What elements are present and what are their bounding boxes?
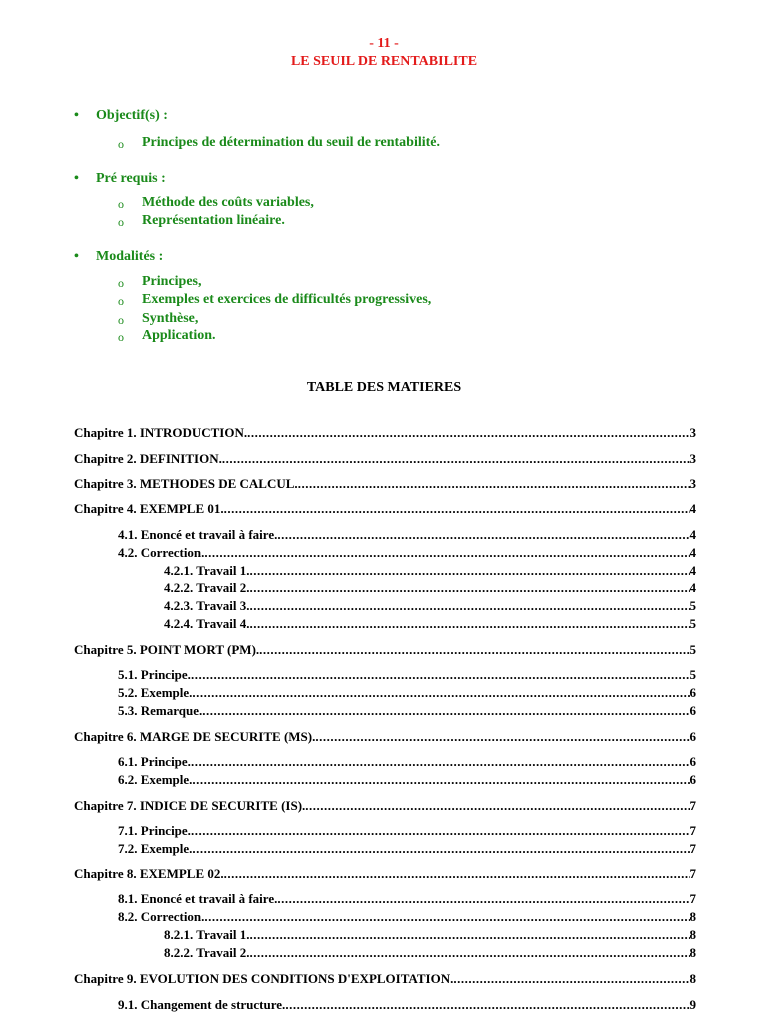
- sub-bullet: o: [118, 215, 124, 229]
- toc-leader: [204, 909, 689, 925]
- toc-heading: TABLE DES MATIERES: [306, 380, 462, 395]
- toc-entry[interactable]: [74, 971, 696, 989]
- toc-leader: [277, 891, 689, 907]
- toc-leader: [204, 545, 689, 561]
- toc-entry-label: Chapitre 1. INTRODUCTION.: [74, 425, 248, 440]
- toc-leader: [249, 598, 689, 614]
- toc-leader: [249, 616, 689, 632]
- toc-entry-page: 8: [689, 909, 696, 924]
- toc-entry-page: 3: [689, 476, 696, 491]
- toc-entry-label: 4.2.1. Travail 1.: [164, 563, 250, 578]
- toc-entry-label: 8.2. Correction.: [118, 909, 205, 924]
- toc-entry-page: 5: [689, 598, 696, 613]
- toc-leader: [259, 642, 689, 658]
- toc-entry[interactable]: [118, 545, 696, 563]
- modalite-item: Principes,: [142, 274, 202, 289]
- toc-entry-page: 8: [689, 927, 696, 942]
- toc-entry[interactable]: [74, 798, 696, 816]
- toc-entry-label: 8.1. Enoncé et travail à faire.: [118, 891, 278, 906]
- sub-bullet: o: [118, 294, 124, 308]
- toc-entry[interactable]: [74, 866, 696, 884]
- toc-entry[interactable]: [164, 945, 696, 963]
- toc-entry[interactable]: [74, 451, 696, 469]
- toc-entry[interactable]: [118, 754, 696, 772]
- toc-entry-page: 4: [689, 545, 696, 560]
- toc-leader: [191, 667, 690, 683]
- toc-leader: [298, 476, 690, 492]
- toc-entry-label: 5.3. Remarque.: [118, 703, 203, 718]
- toc-entry-page: 7: [689, 891, 696, 906]
- toc-entry-label: 4.2.4. Travail 4.: [164, 616, 250, 631]
- modalite-item: Application.: [142, 328, 216, 343]
- toc-entry-label: 4.2.3. Travail 3.: [164, 598, 250, 613]
- document-title: LE SEUIL DE RENTABILITE: [290, 54, 478, 69]
- toc-entry-label: 6.1. Principe.: [118, 754, 191, 769]
- toc-entry-page: 6: [689, 729, 696, 744]
- toc-entry-page: 5: [689, 667, 696, 682]
- toc-entry[interactable]: [164, 580, 696, 598]
- toc-entry[interactable]: [74, 642, 696, 660]
- prerequis-item: Méthode des coûts variables,: [142, 195, 314, 210]
- sub-bullet: o: [118, 137, 124, 151]
- sub-bullet: o: [118, 197, 124, 211]
- toc-entry-label: 4.1. Enoncé et travail à faire.: [118, 527, 278, 542]
- toc-entry-label: 6.2. Exemple.: [118, 772, 193, 787]
- toc-entry[interactable]: [118, 527, 696, 545]
- objectif-item: Principes de détermination du seuil de rentabilité.: [142, 135, 441, 150]
- toc-leader: [191, 823, 690, 839]
- modalite-item: Exemples et exercices de difficultés progressives,: [142, 292, 432, 307]
- section-bullet: •: [74, 171, 79, 186]
- toc-leader: [222, 451, 690, 467]
- toc-entry-page: 3: [689, 451, 696, 466]
- toc-entry-page: 3: [689, 425, 696, 440]
- toc-entry-label: Chapitre 4. EXEMPLE 01.: [74, 501, 224, 516]
- toc-entry-page: 6: [689, 772, 696, 787]
- toc-entry-label: 4.2.2. Travail 2.: [164, 580, 250, 595]
- toc-entry-label: 5.1. Principe.: [118, 667, 191, 682]
- toc-entry-label: Chapitre 6. MARGE DE SECURITE (MS).: [74, 729, 316, 744]
- section-bullet: •: [74, 249, 79, 264]
- toc-leader: [192, 841, 689, 857]
- toc-leader: [192, 772, 689, 788]
- toc-entry-page: 6: [689, 685, 696, 700]
- toc-leader: [224, 501, 690, 517]
- toc-leader: [277, 527, 689, 543]
- toc-entry[interactable]: [164, 616, 696, 634]
- toc-entry[interactable]: [118, 667, 696, 685]
- toc-entry[interactable]: [164, 598, 696, 616]
- toc-entry-label: 8.2.1. Travail 1.: [164, 927, 250, 942]
- toc-leader: [249, 945, 689, 961]
- toc-leader: [453, 971, 689, 987]
- sub-bullet: o: [118, 313, 124, 327]
- toc-leader: [192, 685, 689, 701]
- toc-entry-page: 4: [689, 501, 696, 516]
- toc-entry-label: Chapitre 5. POINT MORT (PM).: [74, 642, 260, 657]
- section-label-modalites: Modalités :: [96, 249, 164, 264]
- toc-entry-page: 6: [689, 754, 696, 769]
- toc-entry[interactable]: [118, 909, 696, 927]
- toc-entry[interactable]: [118, 997, 696, 1015]
- section-label-objectifs: Objectif(s) :: [96, 108, 168, 123]
- toc-entry-page: 4: [689, 563, 696, 578]
- toc-entry-label: Chapitre 3. METHODES DE CALCUL.: [74, 476, 298, 491]
- toc-entry[interactable]: [74, 729, 696, 747]
- toc-entry-page: 6: [689, 703, 696, 718]
- toc-entry-page: 7: [689, 866, 696, 881]
- toc-entry-page: 7: [689, 841, 696, 856]
- toc-entry-label: 9.1. Changement de structure.: [118, 997, 286, 1012]
- prerequis-item: Représentation linéaire.: [142, 213, 285, 228]
- sub-bullet: o: [118, 276, 124, 290]
- toc-leader: [202, 703, 689, 719]
- toc-leader: [249, 927, 689, 943]
- toc-entry[interactable]: [118, 703, 696, 721]
- toc-entry[interactable]: [164, 927, 696, 945]
- toc-entry-page: 5: [689, 642, 696, 657]
- toc-entry-page: 9: [689, 997, 696, 1012]
- toc-entry[interactable]: [118, 841, 696, 859]
- toc-entry[interactable]: [74, 425, 696, 443]
- toc-entry-label: Chapitre 9. EVOLUTION DES CONDITIONS D'EXPLOITATION.: [74, 971, 454, 986]
- toc-entry[interactable]: [74, 476, 696, 494]
- toc-entry[interactable]: [118, 685, 696, 703]
- page-number: - 11 -: [369, 36, 399, 51]
- toc-entry[interactable]: [118, 772, 696, 790]
- toc-entry-label: 7.2. Exemple.: [118, 841, 193, 856]
- toc-entry-label: Chapitre 7. INDICE DE SECURITE (IS).: [74, 798, 306, 813]
- toc-entry-page: 8: [689, 971, 696, 986]
- modalite-item: Synthèse,: [142, 311, 199, 326]
- toc-leader: [249, 563, 689, 579]
- section-bullet: •: [74, 108, 79, 123]
- toc-entry-label: 4.2. Correction.: [118, 545, 205, 560]
- toc-entry-label: 7.1. Principe.: [118, 823, 191, 838]
- toc-entry-label: 8.2.2. Travail 2.: [164, 945, 250, 960]
- toc-leader: [285, 997, 689, 1013]
- section-label-prerequis: Pré requis :: [96, 171, 166, 186]
- toc-entry-page: 5: [689, 616, 696, 631]
- toc-entry[interactable]: [74, 501, 696, 519]
- toc-entry[interactable]: [118, 891, 696, 909]
- toc-leader: [315, 729, 689, 745]
- toc-entry[interactable]: [164, 563, 696, 581]
- toc-entry-label: 5.2. Exemple.: [118, 685, 193, 700]
- toc-leader: [249, 580, 689, 596]
- sub-bullet: o: [118, 330, 124, 344]
- toc-leader: [191, 754, 690, 770]
- toc-entry-label: Chapitre 8. EXEMPLE 02.: [74, 866, 224, 881]
- toc-leader: [305, 798, 689, 814]
- toc-entry-page: 8: [689, 945, 696, 960]
- toc-entry-label: Chapitre 2. DEFINITION.: [74, 451, 222, 466]
- toc-leader: [247, 425, 689, 441]
- toc-entry-page: 4: [689, 527, 696, 542]
- toc-entry-page: 4: [689, 580, 696, 595]
- toc-entry-page: 7: [689, 823, 696, 838]
- toc-entry[interactable]: [118, 823, 696, 841]
- toc-entry-page: 7: [689, 798, 696, 813]
- toc-leader: [224, 866, 690, 882]
